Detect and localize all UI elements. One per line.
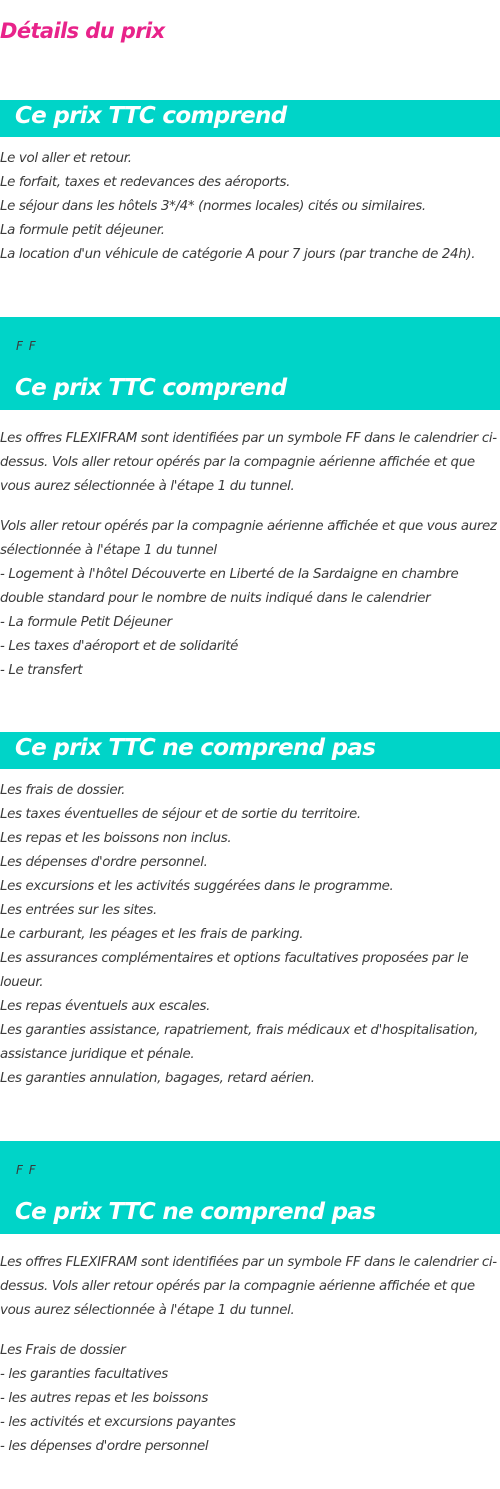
list-item: - les dépenses d'ordre personnel bbox=[0, 1439, 209, 1454]
excludes-list bbox=[0, 779, 500, 1091]
list-item: - Les taxes d'aéroport et de solidarité bbox=[0, 639, 239, 654]
list-item: Le vol aller et retour. bbox=[0, 151, 132, 166]
section-header-excludes bbox=[0, 732, 500, 769]
flexifram-excludes-text bbox=[0, 1251, 500, 1459]
list-item: Les garanties annulation, bagages, retard aérien. bbox=[0, 1071, 315, 1086]
list-item: - les autres repas et les boissons bbox=[0, 1391, 208, 1406]
list-item: La location d'un véhicule de catégorie A pour 7 jours (par tranche de 24h). bbox=[0, 247, 476, 262]
flexifram-intro: Les offres FLEXIFRAM sont identifiées par un symbole FF dans le calendrier ci-dessus. Vols aller retour opérés par la compagnie aérienne affichée et que vous aurez sélectionnée à l'étape 1 du tunnel. bbox=[0, 1255, 497, 1318]
section-title: Ce prix TTC comprend bbox=[15, 375, 287, 401]
flexifram-intro: Les offres FLEXIFRAM sont identifiées par un symbole FF dans le calendrier ci-dessus. Vols aller retour opérés par la compagnie aérienne affichée et que vous aurez sélectionnée à l'étape 1 du tunnel. bbox=[0, 431, 497, 494]
list-item: Les repas éventuels aux escales. bbox=[0, 999, 211, 1014]
page-title: Détails du prix bbox=[0, 19, 165, 43]
list-item: La formule petit déjeuner. bbox=[0, 223, 165, 238]
includes-list bbox=[0, 147, 500, 267]
list-item: Le forfait, taxes et redevances des aéroports. bbox=[0, 175, 290, 190]
list-item: Les entrées sur les sites. bbox=[0, 903, 157, 918]
list-item: Le carburant, les péages et les frais de parking. bbox=[0, 927, 304, 942]
list-item: Les excursions et les activités suggérées dans le programme. bbox=[0, 879, 394, 894]
section-title: Ce prix TTC ne comprend pas bbox=[15, 1199, 376, 1225]
section-header-flexifram-includes bbox=[0, 317, 500, 410]
list-item: Les Frais de dossier bbox=[0, 1343, 126, 1358]
list-item: - les garanties facultatives bbox=[0, 1367, 168, 1382]
section-title: Ce prix TTC ne comprend pas bbox=[15, 735, 376, 761]
list-item: Les frais de dossier. bbox=[0, 783, 126, 798]
list-item: Les repas et les boissons non inclus. bbox=[0, 831, 232, 846]
list-item: - La formule Petit Déjeuner bbox=[0, 615, 172, 630]
section-header-includes bbox=[0, 100, 500, 137]
section-title: Ce prix TTC comprend bbox=[15, 103, 287, 129]
ff-badge: F F bbox=[16, 339, 37, 353]
section-header-flexifram-excludes bbox=[0, 1141, 500, 1234]
ff-badge: F F bbox=[16, 1163, 37, 1177]
list-item: Les garanties assistance, rapatriement, frais médicaux et d'hospitalisation, assistance juridique et pénale. bbox=[0, 1023, 479, 1062]
flexifram-includes-text bbox=[0, 427, 500, 683]
list-item: Les dépenses d'ordre personnel. bbox=[0, 855, 208, 870]
list-item: - les activités et excursions payantes bbox=[0, 1415, 236, 1430]
list-item: - Le transfert bbox=[0, 663, 83, 678]
list-item: - Logement à l'hôtel Découverte en Liberté de la Sardaigne en chambre double standard pour le nombre de nuits indiqué dans le calendrier bbox=[0, 567, 459, 606]
list-item: Vols aller retour opérés par la compagnie aérienne affichée et que vous aurez sélectionnée à l'étape 1 du tunnel bbox=[0, 519, 497, 558]
list-item: Le séjour dans les hôtels 3*/4* (normes locales) cités ou similaires. bbox=[0, 199, 426, 214]
list-item: Les taxes éventuelles de séjour et de sortie du territoire. bbox=[0, 807, 361, 822]
list-item: Les assurances complémentaires et options facultatives proposées par le loueur. bbox=[0, 951, 469, 990]
